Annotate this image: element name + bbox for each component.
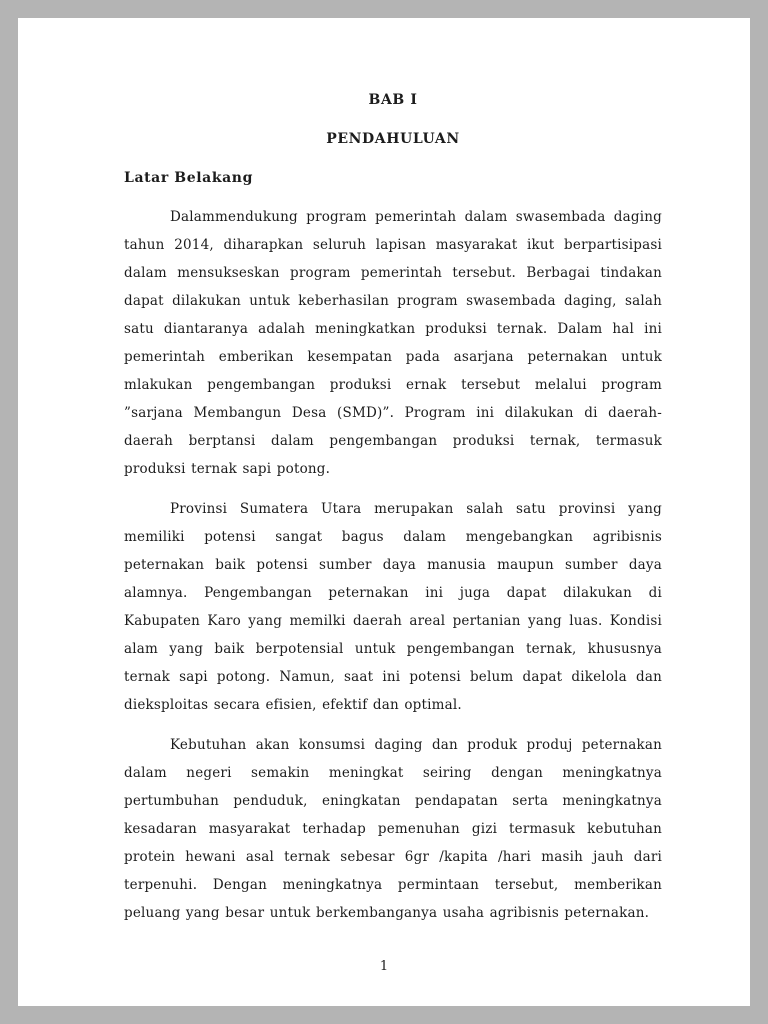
chapter-subtitle: PENDAHULUAN — [326, 131, 460, 147]
paragraph-1: Dalammendukung program pemerintah dalam swasembada daging tahun 2014, diharapkan seluruh lapisan masyarakat ikut berpartisipasi dalam mensukseskan program pemerintah tersebut. Berbagai tindakan dapat dilakukan untuk keberhasilan program swasembada daging, salah satu diantaranya adalah meningkatkan produksi ternak. Dalam hal ini pemerintah emberikan kesempatan pada asarjana peternakan untuk mlakukan pengembangan produksi ernak tersebut melalui program ”sarjana Membangun Desa (SMD)”. Program ini dilakukan di daerah-daerah berptansi dalam pengembangan produksi ternak, termasuk produksi ternak sapi potong. — [124, 209, 662, 477]
page-content — [18, 18, 750, 927]
document-page — [18, 18, 750, 1006]
paragraph-2: Provinsi Sumatera Utara merupakan salah satu provinsi yang memiliki potensi sangat bagus dalam mengebangkan agribisnis peternakan baik potensi sumber daya manusia maupun sumber daya alamnya. Pengembangan peternakan ini juga dapat dilakukan di Kabupaten Karo yang memilki daerah areal pertanian yang luas. Kondisi alam yang baik berpotensial untuk pengembangan ternak, khususnya ternak sapi potong. Namun, saat ini potensi belum dapat dikelola dan dieksploitas secara efisien, efektif dan optimal. — [124, 501, 662, 713]
section-heading: Latar Belakang — [124, 170, 253, 186]
page-number: 1 — [379, 959, 389, 974]
chapter-title: BAB I — [368, 92, 418, 108]
paragraph-3: Kebutuhan akan konsumsi daging dan produk produj peternakan dalam negeri semakin meningkat seiring dengan meningkatnya pertumbuhan penduduk, eningkatan pendapatan serta meningkatnya kesadaran masyarakat terhadap pemenuhan gizi termasuk kebutuhan protein hewani asal ternak sebesar 6gr /kapita /hari masih jauh dari terpenuhi. Dengan meningkatnya permintaan tersebut, memberikan peluang yang besar untuk berkembanganya usaha agribisnis peternakan. — [124, 737, 662, 921]
